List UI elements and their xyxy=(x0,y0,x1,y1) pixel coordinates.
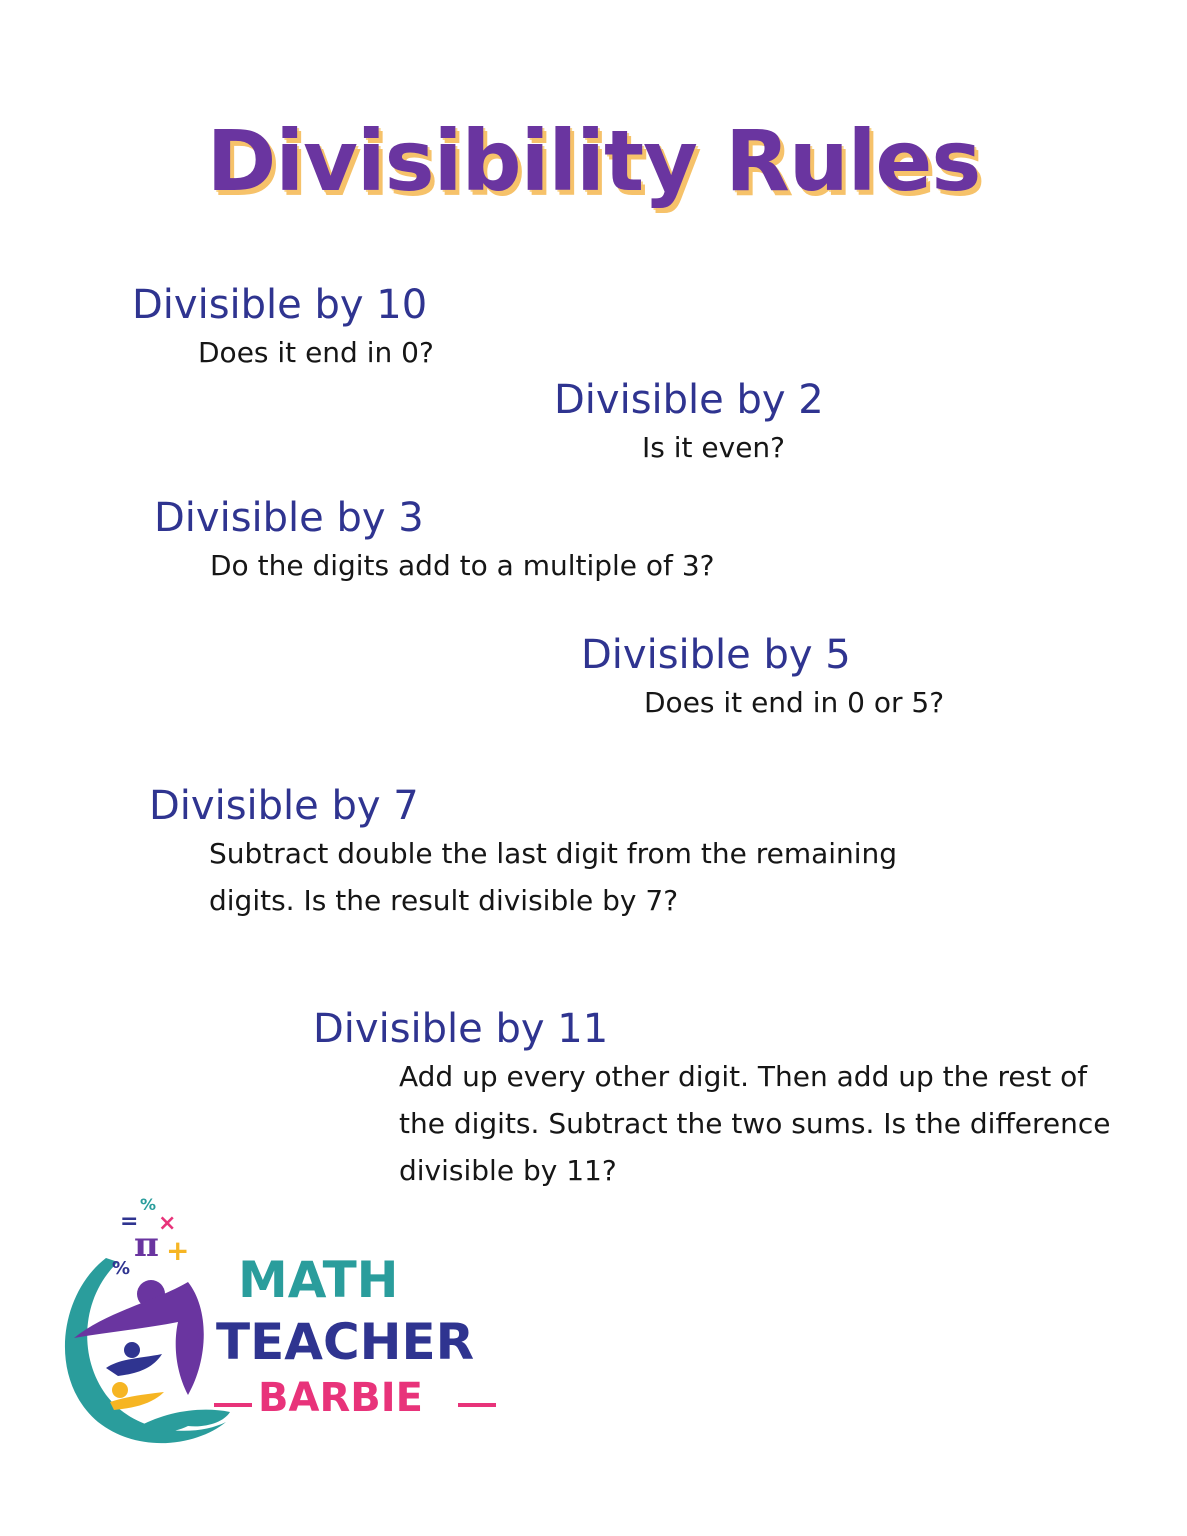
plus-icon: + xyxy=(166,1234,190,1267)
rule-heading: Divisible by 2 xyxy=(554,377,824,423)
rule-heading: Divisible by 10 xyxy=(132,282,428,328)
rule-divisible-by-10 xyxy=(132,281,434,376)
times-icon: × xyxy=(158,1211,177,1236)
rule-description: Is it even? xyxy=(642,431,786,464)
logo-divider-left xyxy=(214,1403,252,1407)
rule-heading: Divisible by 5 xyxy=(581,632,851,678)
rule-divisible-by-3 xyxy=(154,494,715,589)
math-teacher-barbie-logo xyxy=(48,1190,508,1450)
rule-description: Does it end in 0 or 5? xyxy=(644,686,945,719)
logo-math-word xyxy=(238,1251,399,1309)
yellow-head-icon xyxy=(112,1382,128,1398)
percent-small-icon: % xyxy=(112,1258,131,1279)
percent-icon: % xyxy=(140,1195,157,1214)
logo-teacher-word: TEACHER xyxy=(216,1313,475,1371)
page-title: Divisibility Rules xyxy=(206,112,981,210)
rule-description: Add up every other digit. Then add up the rest of the digits. Subtract the two sums. Is the difference divisible by 11? xyxy=(399,1060,1111,1187)
small-head-icon xyxy=(124,1342,140,1358)
rule-divisible-by-5 xyxy=(581,631,944,726)
rule-divisible-by-2 xyxy=(554,376,824,471)
rule-heading: Divisible by 3 xyxy=(154,495,424,541)
rule-description: Subtract double the last digit from the remaining digits. Is the result divisible by 7? xyxy=(209,837,898,917)
logo-barbie-word: BARBIE xyxy=(258,1375,423,1421)
equals-icon: = xyxy=(120,1209,139,1234)
rule-description: Do the digits add to a multiple of 3? xyxy=(210,549,715,582)
logo-math-letters: MATH xyxy=(238,1251,399,1309)
rule-heading: Divisible by 11 xyxy=(313,1006,609,1052)
rule-description: Does it end in 0? xyxy=(198,336,434,369)
pi-icon: π xyxy=(134,1225,159,1265)
rule-heading: Divisible by 7 xyxy=(149,783,419,829)
hand-icon xyxy=(140,1410,230,1432)
rule-divisible-by-11 xyxy=(313,1005,1139,1194)
rule-divisible-by-7 xyxy=(149,782,969,924)
logo-divider-right xyxy=(458,1403,496,1407)
